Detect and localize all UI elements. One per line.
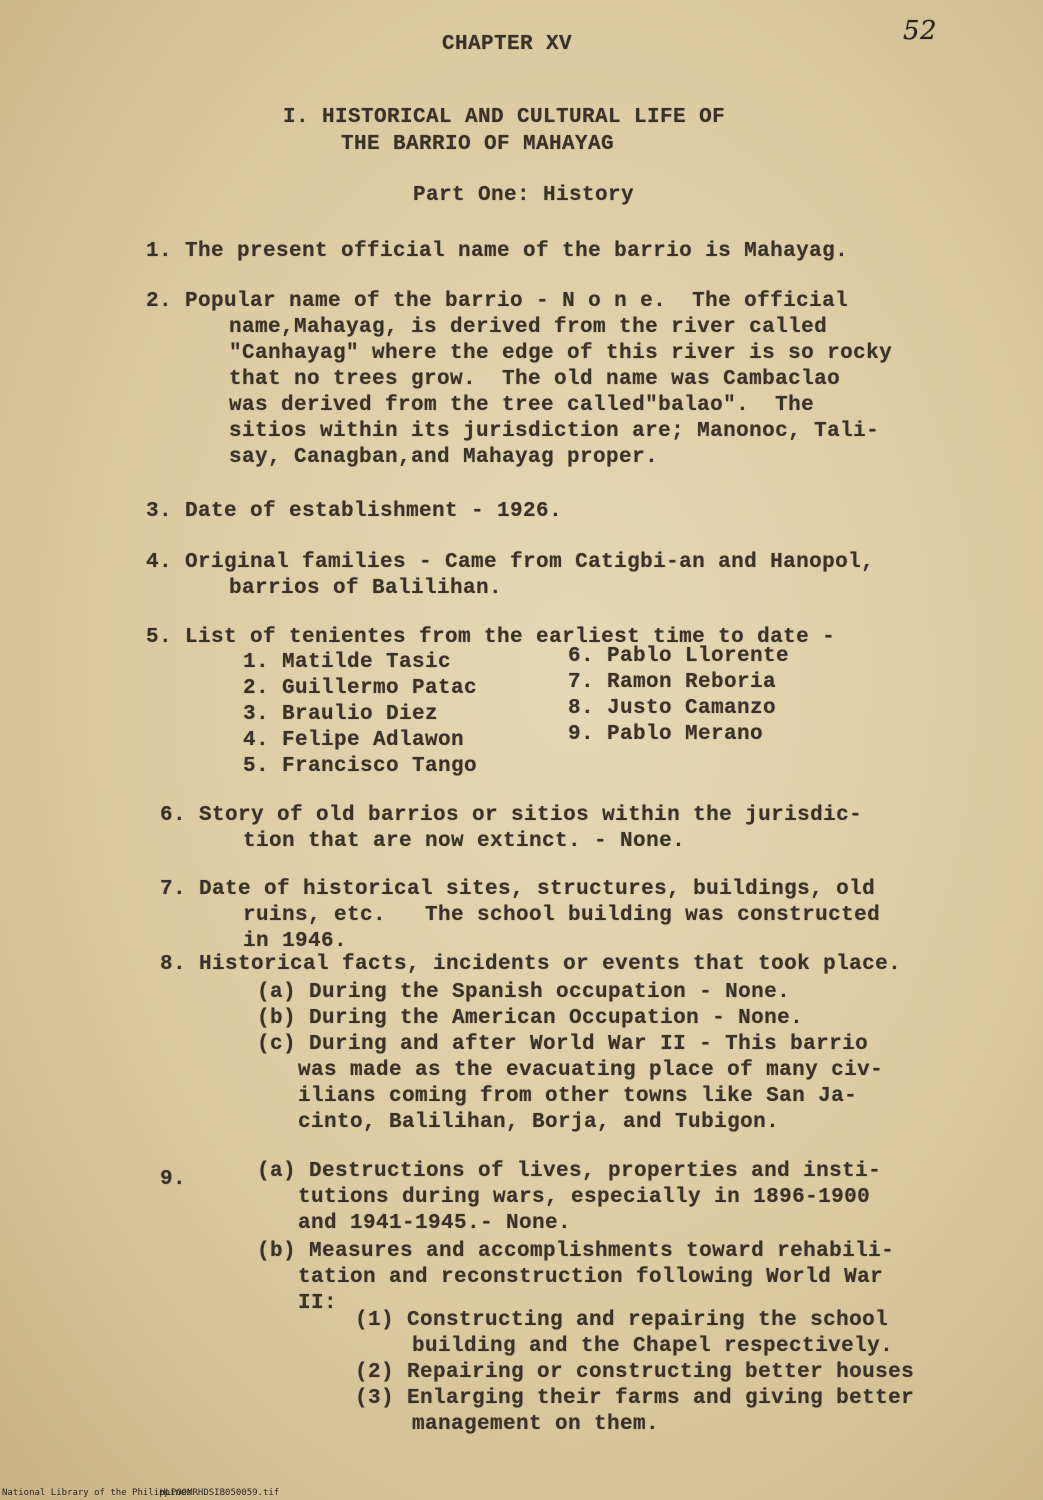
- title-line-1: I. HISTORICAL AND CULTURAL LIFE OF: [283, 106, 726, 129]
- item-8a: (a) During the Spanish occupation - None.: [257, 981, 791, 1004]
- page-number: 52: [903, 16, 937, 46]
- teniente-item: 8. Justo Camanzo: [568, 697, 777, 720]
- part-heading: Part One: History: [413, 184, 635, 207]
- teniente-item: 1. Matilde Tasic: [243, 651, 452, 674]
- item-3: 3. Date of establishment - 1926.: [146, 500, 563, 523]
- title-line-2: THE BARRIO OF MAHAYAG: [341, 133, 615, 156]
- item-9-number: 9.: [160, 1168, 187, 1191]
- item-5-heading: 5. List of tenientes from the earliest time to date -: [146, 626, 836, 649]
- footer-source: National Library of the Philippines: [2, 1488, 192, 1498]
- teniente-item: 4. Felipe Adlawon: [243, 729, 465, 752]
- item-8-heading: 8. Historical facts, incidents or events that took place.: [160, 953, 902, 976]
- teniente-item: 5. Francisco Tango: [243, 755, 478, 778]
- item-8b: (b) During the American Occupation - None.: [257, 1007, 804, 1030]
- footer-filename: HLPOOMRHDSIB050059.tif: [160, 1488, 280, 1498]
- teniente-item: 3. Braulio Diez: [243, 703, 439, 726]
- item-1: 1. The present official name of the barrio is Mahayag.: [146, 240, 849, 263]
- teniente-item: 7. Ramon Reboria: [568, 671, 777, 694]
- teniente-item: 6. Pablo Llorente: [568, 645, 790, 668]
- chapter-heading: CHAPTER XV: [442, 33, 573, 56]
- document-page: 52 CHAPTER XV I. HISTORICAL AND CULTURAL LIFE OF THE BARRIO OF MAHAYAG Part One: History 1. The present official name of the barrio is Mahayag. 2. Popular name of the barrio - N o n e. The official name,Mahayag, is derived from the river called "Canhayag" where the edge of this river is so rocky that no trees grow. The old name was Cambaclao was derived from the tree called"balao". The sitios within its jurisdiction are; Manonoc, Tali- say, Canagban,and Mahayag proper. 3. Date of establishment - 1926. 4. Original families - Came from Catigbi-an and Hanopol, barrios of Balilihan. 5. List of tenientes from the earliest time to date - 1. Matilde Tasic 2. Guillermo Patac 3. Braulio Diez 4. Felipe Adlawon 5. Francisco Tango 6. Pablo Llorente 7. Ramon Reboria 8. Justo Camanzo 9. Pablo Merano 6. Story of old barrios or sitios within the jurisdic- tion that are now extinct. - None. 7. Date of historical sites, structures, buildings, old ruins, etc. The school building was constructed in 1946. 8. Historical facts, incidents or events that took place. (a) During the Spanish occupation - None. (b) During the American Occupation - None. (c) During and after World War II - This barrio was made as the evacuating place of many civ- ilians coming from other towns like San Ja- cinto, Balilihan, Borja, and Tubigon. 9. (a) Destructions of lives, properties and insti- tutions during wars, especially in 1896-1900 and 1941-1945.- None. (b) Measures and accomplishments toward rehabili- tation and reconstruction following World War II: (1) Constructing and repairing the school building and the Chapel respectively. (2) Repairing or constructing better houses (3) Enlarging their farms and giving better management on them. National Library of the Philippines HLPOOMRHDSIB050059.tif: [0, 0, 1043, 1500]
- teniente-item: 9. Pablo Merano: [568, 723, 764, 746]
- teniente-item: 2. Guillermo Patac: [243, 677, 478, 700]
